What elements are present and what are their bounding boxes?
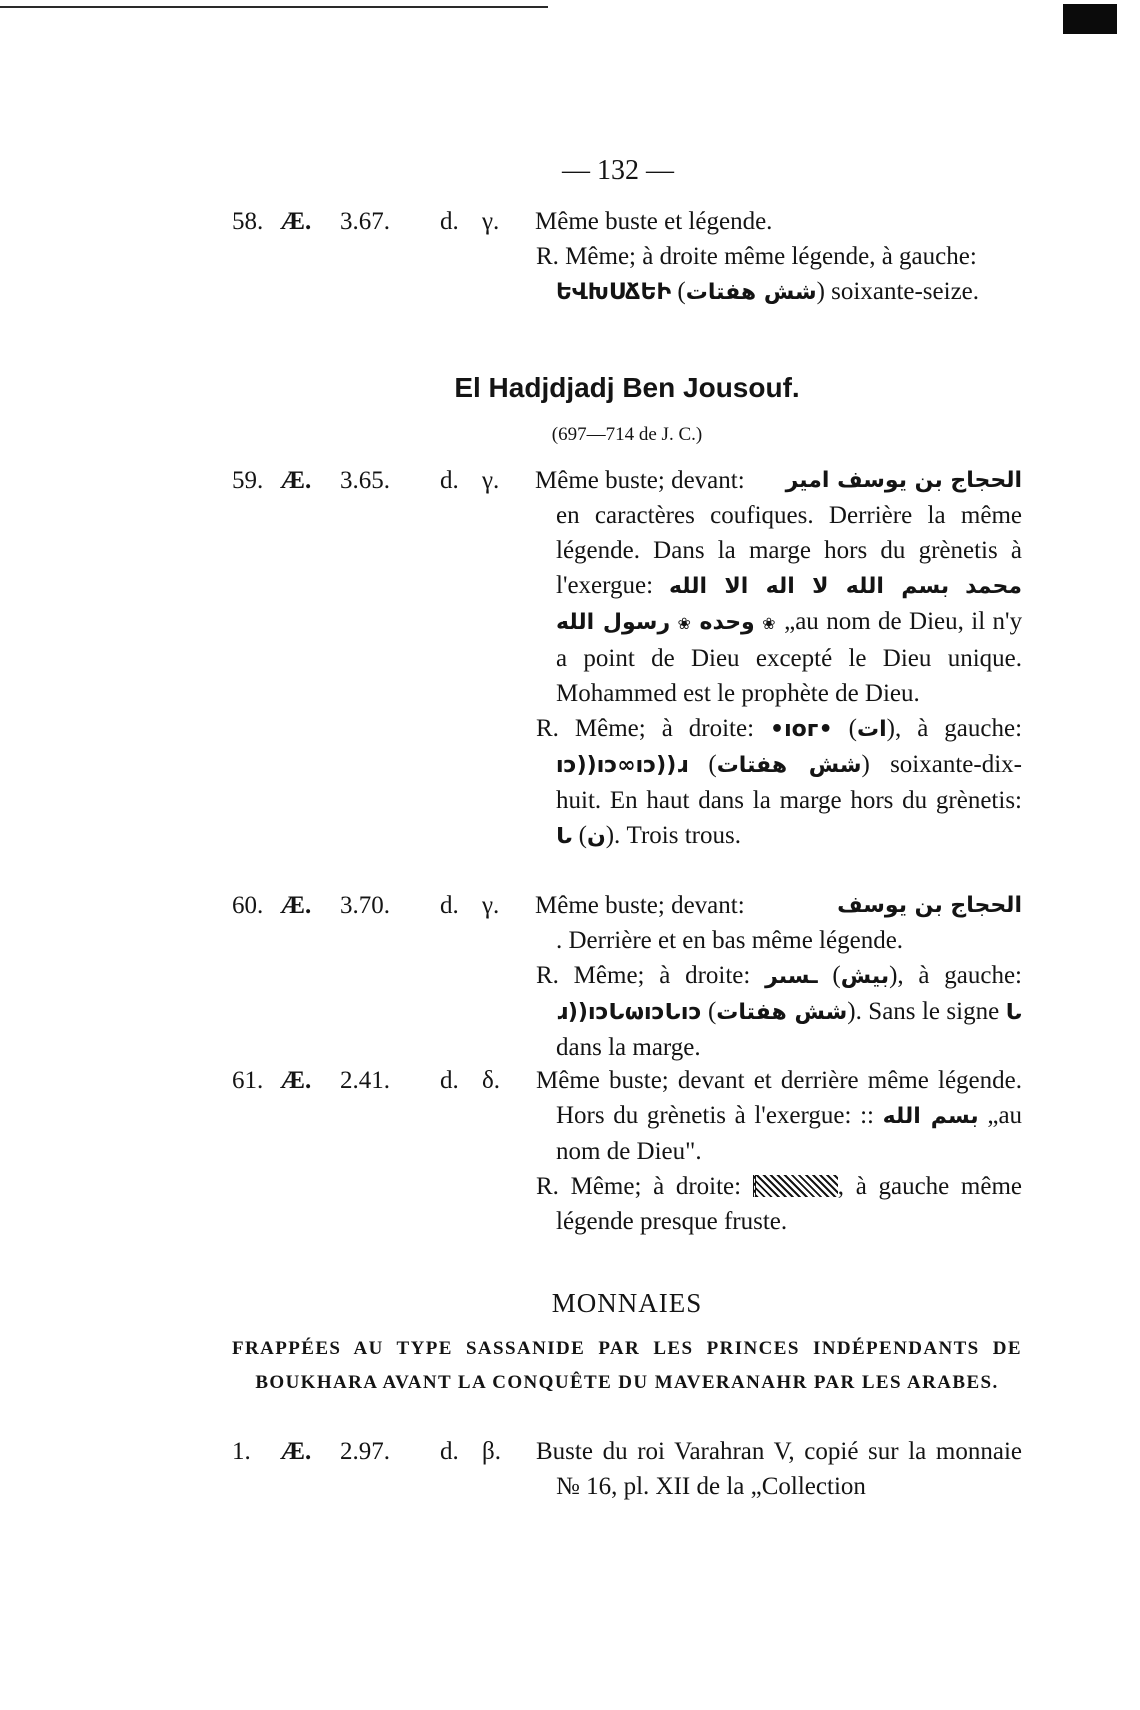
reverse-description: R. Même; à droite: ـسىر (بيش), à gauche: ɹ))ıɔᒐωıɔᒐıɔ (شش هفتات). Sans le signe ᒐ dans la marge. <box>536 962 1023 1061</box>
entry-metal: Æ. <box>280 208 312 235</box>
catalog-entry-58 <box>232 204 1022 310</box>
entry-number: 1. <box>232 1438 251 1465</box>
arabic-legend: شش هفتات <box>685 280 817 305</box>
entry-metal: Æ. <box>280 467 312 494</box>
reverse-description: R. Même; à droite: , à gauche même légende presque fruste. <box>536 1173 1023 1235</box>
rosette-icon: ❀ <box>762 614 777 633</box>
corner-ink-block <box>1063 4 1117 34</box>
reverse-description: R. Même; à droite même légende, à gauche: ԵՎԽՍՃԵԻ (شش هفتات) soixante-seize. <box>536 243 980 305</box>
entry-weight: 3.65. <box>340 467 390 494</box>
entry-weight: 2.41. <box>340 1067 390 1094</box>
arabic-legend: الحجاج بن يوسف امير <box>785 468 1022 493</box>
entry-direction: d. <box>440 1438 459 1465</box>
page-number: — 132 — <box>562 155 674 186</box>
ruler-dates: (697—714 de J. C.) <box>551 424 703 445</box>
entry-number: 60. <box>232 892 264 919</box>
section-heading: MONNAIES <box>551 1288 703 1318</box>
entry-weight: 3.67. <box>340 208 390 235</box>
arabic-legend: الحجاج بن يوسف <box>837 893 1022 918</box>
obverse-description: . Derrière et en bas même légende. <box>556 927 904 954</box>
obverse-description: Buste du roi Varahran V, copié sur la monnaie № 16, pl. XII de la „Collection <box>536 1438 1022 1500</box>
ruler-name: El Hadjdjadj Ben Jousouf. <box>454 372 800 403</box>
entry-number: 59. <box>232 467 264 494</box>
obverse-first-line: Même buste; devant: الحجاج بن يوسف <box>535 888 1022 923</box>
entry-metal: Æ. <box>280 1438 312 1465</box>
obverse-first-line: Même buste; devant: الحجاج بن يوسف امير <box>535 463 1022 498</box>
catalog-entry-60 <box>232 888 1022 1065</box>
entry-direction: d. <box>440 208 459 235</box>
rosette-icon: ❀ <box>677 614 693 633</box>
entry-direction: d. <box>440 1067 459 1094</box>
catalog-entry-1 <box>232 1434 1022 1504</box>
entry-metal: Æ. <box>280 892 312 919</box>
catalog-entry-59 <box>232 463 1022 854</box>
entry-type: δ. <box>482 1067 501 1094</box>
top-rule <box>0 6 548 8</box>
entry-type: β. <box>482 1438 501 1465</box>
entry-number: 58. <box>232 208 264 235</box>
entry-direction: d. <box>440 892 459 919</box>
entry-metal: Æ. <box>280 1067 312 1094</box>
arabic-legend: بسم الله <box>882 1104 979 1129</box>
entry-type: γ. <box>482 208 500 235</box>
entry-weight: 2.97. <box>340 1438 390 1465</box>
pahlavi-legend: ԵՎԽՍՃԵԻ <box>556 280 672 305</box>
entry-type: γ. <box>482 892 500 919</box>
hatched-illegible-legend <box>753 1175 838 1197</box>
arabic-basmala: بسم الله لا اله الا الله <box>668 574 950 599</box>
entry-weight: 3.70. <box>340 892 390 919</box>
obverse-description: Même buste et légende. <box>535 208 773 235</box>
obverse-description: en caractères coufiques. Derrière la même légende. Dans la marge hors du grènetis à l'exergue: بسم الله لا اله الا الله محمد رسول الله ❀ وحده ❀ „au nom de Dieu, il n'y a point de Dieu excepté le Dieu unique. Mohammed est le prophète de Dieu. <box>556 502 1023 707</box>
entry-number: 61. <box>232 1067 264 1094</box>
entry-direction: d. <box>440 467 459 494</box>
catalog-entry-61 <box>232 1063 1022 1239</box>
obverse-description: Même buste; devant et derrière même légende. Hors du grènetis à l'exergue: :: بسم الله „au nom de Dieu". <box>536 1067 1023 1165</box>
entry-type: γ. <box>482 467 500 494</box>
section-subheading: FRAPPÉES AU TYPE SASSANIDE PAR LES PRINCES INDÉPENDANTS DE BOUKHARA AVANT LA CONQUÊTE DU MAVERANAHR PAR LES ARABES. <box>232 1338 1022 1393</box>
reverse-description: R. Même; à droite: •ıoᴦ• (ات), à gauche: ıɔ))ıɔ∞ıɔ))ɹ (شش هفتات) soixante-dix-huit. En haut dans la marge hors du grènetis: ᒐ (ن). Trois trous. <box>536 715 1023 849</box>
